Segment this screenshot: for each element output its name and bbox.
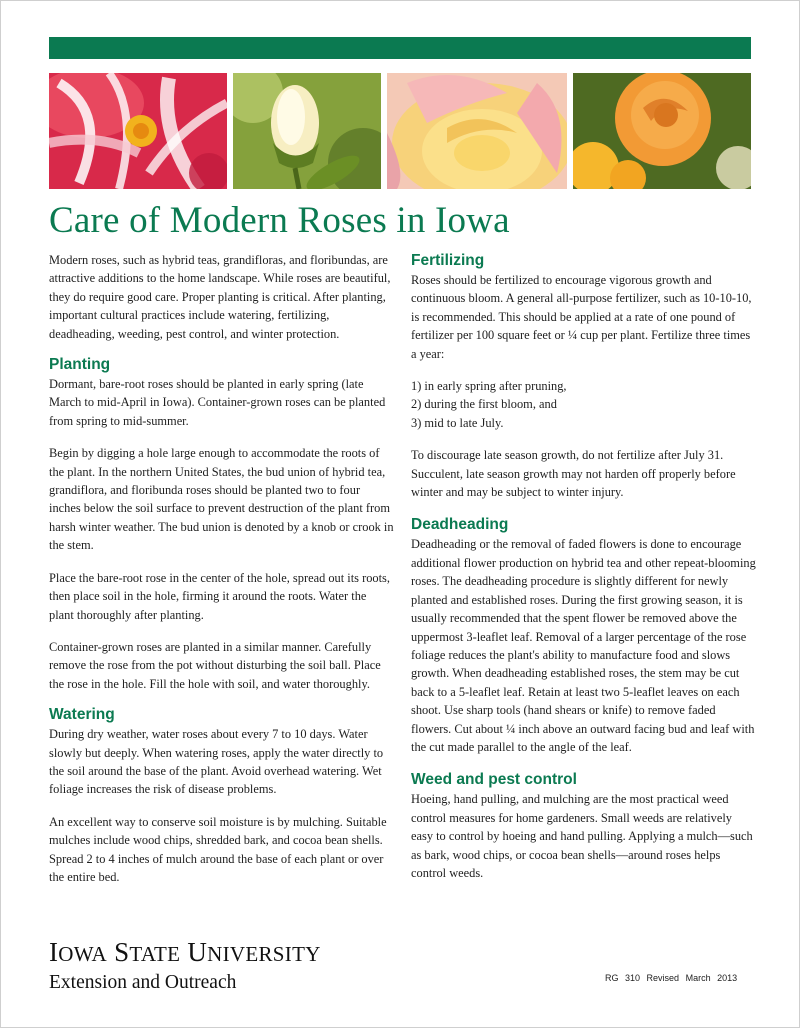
fertilizing-heading: Fertilizing bbox=[411, 252, 485, 269]
orange-rose-image bbox=[573, 73, 751, 189]
header-color-bar bbox=[49, 37, 751, 59]
fertilizing-paragraph-1: Roses should be fertilized to encourage vigorous growth and continuous bloom. A general all-purpose fertilizer, such as 10-10-10, is recommended. This should be applied at a rate of one pound of fertilizer per 100 square feet or ¼ cup per plant. Fertilize three times a year: bbox=[411, 273, 752, 361]
fertilizing-list-item: 3) mid to late July. bbox=[411, 415, 504, 430]
publication-info bbox=[605, 973, 737, 983]
revision-date: March 2013 bbox=[685, 973, 738, 983]
right-column bbox=[411, 251, 756, 896]
publication-code: RG 310 bbox=[605, 973, 641, 983]
watering-paragraph-2: An excellent way to conserve soil moisture is by mulching. Suitable mulches include wood chips, shredded bark, and cocoa bean shells. Spread 2 to 4 inches of mulch around the base of each plant or over the entire bed. bbox=[49, 814, 387, 884]
page-title: Care of Modern Roses in Iowa bbox=[49, 200, 510, 241]
cream-rose-bud-image bbox=[233, 73, 381, 189]
red-white-striped-rose-image bbox=[49, 73, 227, 189]
deadheading-paragraph: Deadheading or the removal of faded flowers is done to encourage additional flower production on hybrid tea and other repeat-blooming roses. The deadheading procedure is slightly different for newly planted and established roses. During the first growing season, it is usually recommended that the spent flower be removed above the uppermost 3-leaflet leaf. Removal of a larger percentage of the rose foliage reduces the plant's ability to manufacture food and slows growth. When deadheading established roses, the stem may be cut back to a 5-leaflet leaf. Retain at least two 5-leaflet leaves on each shoot. Use sharp tools (hand shears or knife) to remove faded flowers. Cut about ¼ inch above an outward facing bud and leaf with the cut made parallel to the angle of the leaf. bbox=[411, 537, 756, 754]
university-name: IOWA STATE UNIVERSITY bbox=[49, 937, 321, 967]
revised-label: Revised bbox=[646, 973, 680, 983]
iowa-state-university-logo bbox=[49, 937, 321, 995]
planting-heading: Planting bbox=[49, 356, 111, 374]
fertilizing-list-item: 2) during the first bloom, and bbox=[411, 397, 557, 412]
yellow-pink-rose-image bbox=[387, 73, 567, 189]
fertilizing-schedule-list bbox=[411, 377, 756, 432]
planting-paragraph-3: Place the bare-root rose in the center of the hole, spread out its roots, then place soil in the hole, firming it around the roots. Water the plant thoroughly after planting. bbox=[49, 570, 390, 622]
intro-paragraph: Modern roses, such as hybrid teas, grandifloras, and floribundas, are attractive additions to the home landscape. While roses are beautiful, they do require good care. Proper planting is critical. After planting, important cultural practices include watering, fertilizing, deadheading, weeding, pest control, and winter protection. bbox=[49, 253, 391, 341]
deadheading-heading: Deadheading bbox=[411, 516, 509, 534]
watering-heading: Watering bbox=[49, 706, 115, 724]
planting-paragraph-4: Container-grown roses are planted in a similar manner. Carefully remove the rose from the pot without disturbing the soil ball. Place the rose in the hole. Fill the hole with soil, and water thoroughly. bbox=[49, 639, 381, 691]
weed-pest-control-heading: Weed and pest control bbox=[411, 771, 577, 789]
fertilizing-list-item: 1) in early spring after pruning, bbox=[411, 379, 567, 394]
planting-paragraph-2: Begin by digging a hole large enough to accommodate the roots of the plant. In the northern United States, the bud union of hybrid tea, grandiflora, and floribunda roses should be planted two to four inches below the soil surface to prevent destruction of the plant from harsh winter weather. The bud union is denoted by a knob or crook in the stem. bbox=[49, 446, 394, 553]
extension-outreach-label: Extension and Outreach bbox=[49, 972, 237, 993]
left-column bbox=[49, 251, 394, 900]
fertilizing-paragraph-2: To discourage late season growth, do not fertilize after July 31. Succulent, late season growth may not harden off properly before winter and may be subject to winter injury. bbox=[411, 448, 736, 500]
watering-paragraph-1: During dry weather, water roses about every 7 to 10 days. Water slowly but deeply. When watering roses, apply the water directly to the soil around the base of the plant. Avoid overhead watering. Wet foliage increases the risk of disease problems. bbox=[49, 727, 384, 797]
weed-pest-control-paragraph: Hoeing, hand pulling, and mulching are the most practical weed control measures for home gardeners. Small weeds are relatively easy to control by hoeing and hand pulling. Applying a mulch—such as bark, wood chips, or cocoa bean shells—around roses helps control weeds. bbox=[411, 792, 753, 880]
planting-paragraph-1: Dormant, bare-root roses should be planted in early spring (late March to mid-April in Iowa). Container-grown roses can be planted from spring to mid-summer. bbox=[49, 377, 386, 428]
